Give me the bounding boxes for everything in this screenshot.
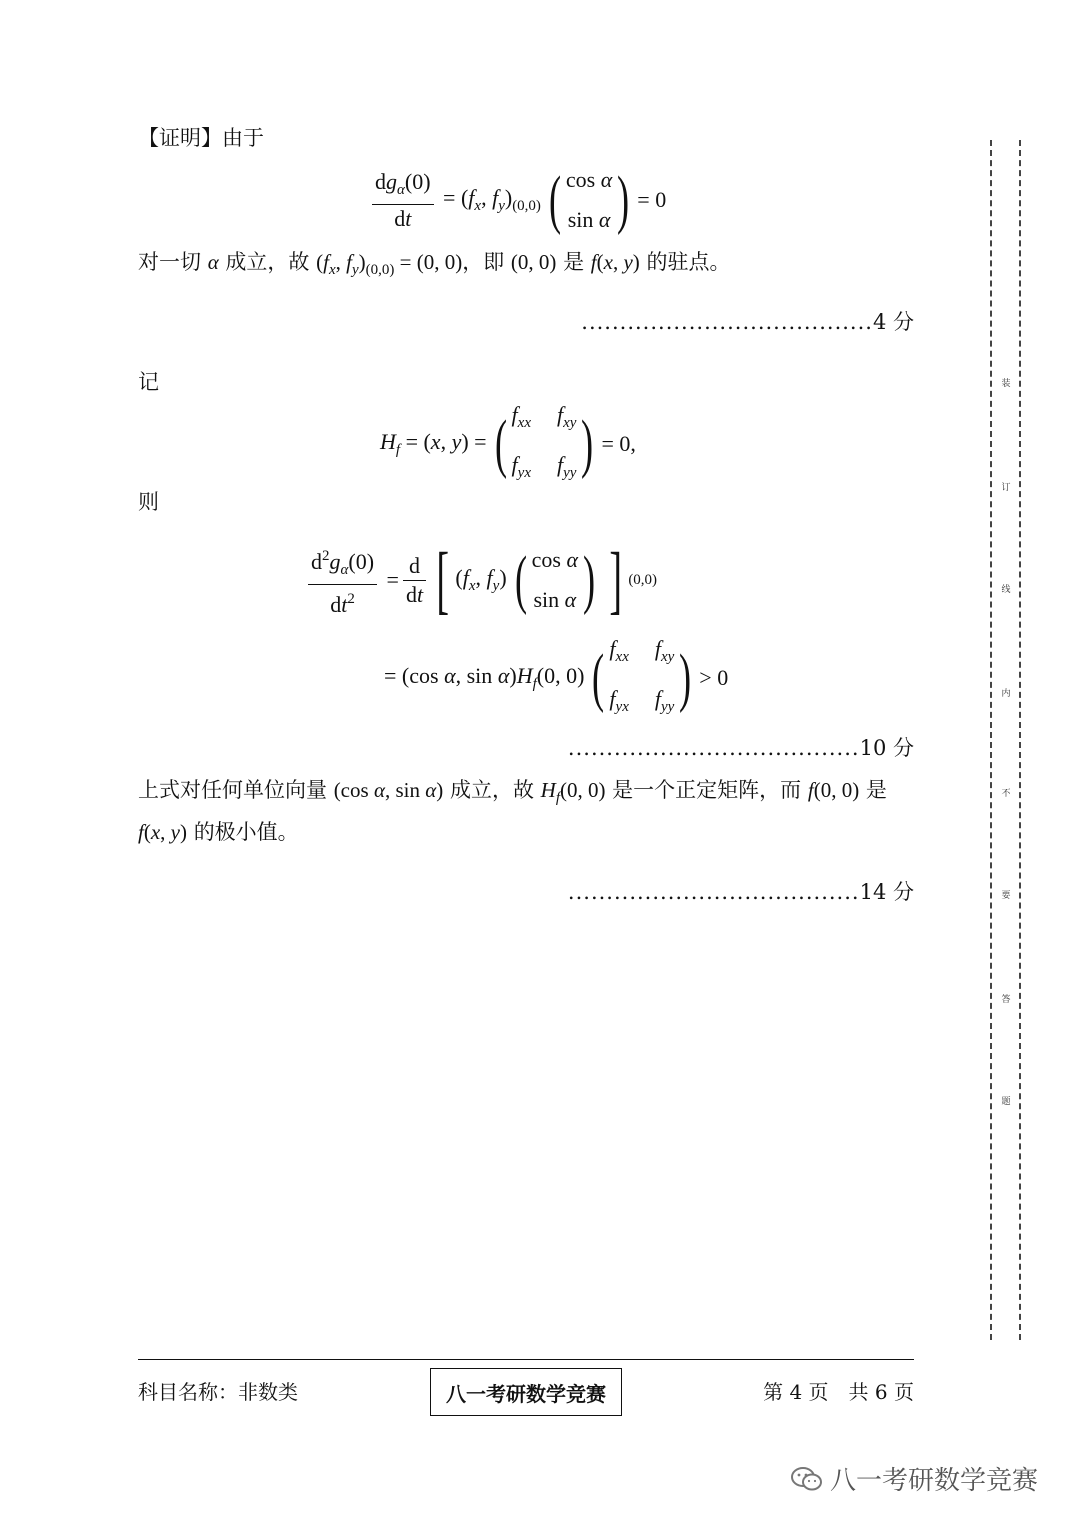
wechat-icon (790, 1466, 824, 1492)
equation-hessian: $H_f = (x$, y) = ( $f_{xx}$ $f_{xy}$ $f_{yx}$ $f_{yy}$ ) = 0, (380, 402, 636, 481)
margin-label: 不 (1001, 789, 1011, 799)
proof-intro: 【证明】由于 (138, 126, 264, 150)
watermark-text: 八一考研数学竞赛 (830, 1466, 1039, 1496)
binding-line-right (1019, 140, 1021, 1340)
equation-first-derivative: $\frac{dg_\alpha(0)}{dt}$ = ($f_x$, $f_y)_{(0,0)}$ ( cos α sin α ) = 0 (368, 160, 666, 240)
footer-page-number: 第 4 页 共 6 页 (763, 1380, 914, 1404)
margin-label: 线 (1001, 585, 1011, 595)
score-4: ......................................4 分 (581, 310, 914, 334)
score-10: ......................................10 分 (567, 736, 914, 760)
margin-label: 要 (1001, 891, 1011, 901)
ze-label: 则 (138, 490, 159, 514)
footer-subject: 科目名称：非数类 (138, 1380, 298, 1404)
equation-second-derivative: $\frac{d^2g_\alpha(0)}{dt^2}$ = $\frac{d}{dt}$ [ ($f_x$, $f_y$) ( cos α sin α ) ] (0,0) (304, 540, 657, 620)
positive-definite-line: 上式对任何单位向量 (cos α, sin α) 成立，故 $H_f(0$, 0) 是一个正定矩阵，而 f(0, 0) 是 (138, 778, 887, 806)
stationary-point-line: 对一切 α 成立，故 ($f_x$, $f_y)_{(0,0)} = (0$, 0)，即 (0, 0) 是 f(x, y) 的驻点。 (138, 250, 731, 278)
equation-second-derivative-result: = (cos α, $\sin \alpha)H_f(0$, 0) ( $f_{xx}$ $f_{xy}$ $f_{yx}$ $f_{yy}$ ) > 0 (384, 636, 729, 715)
footer-rule (138, 1359, 914, 1360)
margin-label: 内 (1001, 689, 1011, 699)
binding-line-left (990, 140, 992, 1340)
margin-label: 题 (1001, 1097, 1011, 1107)
ji-label: 记 (138, 370, 159, 394)
minimum-line: f(x, y) 的极小值。 (138, 820, 299, 844)
margin-label: 答 (1001, 995, 1011, 1005)
score-14: ......................................14 分 (567, 880, 914, 904)
margin-label: 订 (1001, 483, 1011, 493)
watermark (790, 1460, 1038, 1497)
footer-box-title: 八一考研数学竞赛 (430, 1368, 622, 1416)
margin-label: 装 (1001, 379, 1011, 389)
